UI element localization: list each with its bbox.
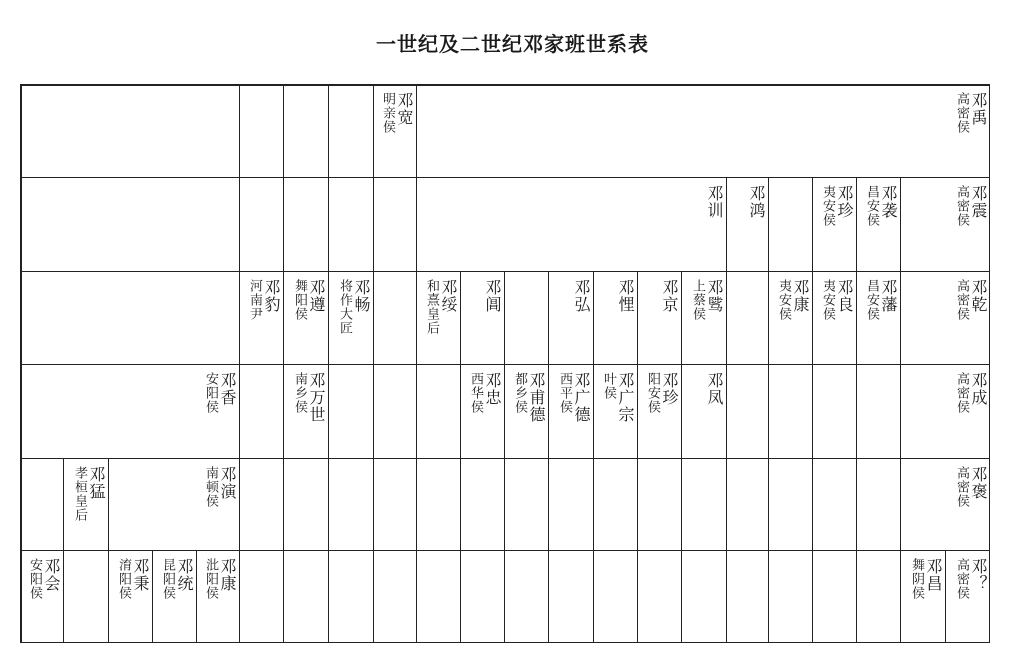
column-divider: [373, 177, 374, 271]
person-name: 邓良: [835, 279, 854, 313]
column-divider: [637, 271, 638, 364]
person-entry: [661, 279, 677, 313]
column-divider: [152, 550, 153, 643]
person-title: 叶侯: [601, 372, 616, 400]
person-title: 昌安侯: [864, 185, 879, 227]
person-entry: [748, 185, 764, 219]
person-name: 邓广宗: [616, 372, 635, 423]
column-divider: [856, 550, 857, 643]
column-divider: [283, 364, 284, 458]
person-name: 邓震: [969, 185, 988, 219]
person-title: 明亲侯: [380, 92, 395, 134]
person-entry: [248, 279, 279, 321]
person-title: 高密侯: [954, 558, 969, 600]
column-divider: [681, 550, 682, 643]
row-divider: [20, 364, 990, 365]
person-title: 西华侯: [468, 372, 483, 414]
column-divider: [768, 364, 769, 458]
column-divider: [373, 550, 374, 643]
person-title: 夷安侯: [820, 185, 835, 227]
column-divider: [681, 271, 682, 364]
person-name: 邓秉: [131, 558, 150, 592]
column-divider: [593, 364, 594, 458]
person-entry: [955, 279, 986, 321]
person-name: 邓褒: [969, 466, 988, 500]
column-divider: [726, 458, 727, 550]
column-divider: [504, 271, 505, 364]
person-title: 阳安侯: [645, 372, 660, 414]
person-title: 高密侯: [954, 185, 969, 227]
person-entry: [28, 558, 59, 600]
person-name: 邓昌: [924, 558, 943, 592]
person-name: 邓猛: [87, 466, 106, 500]
person-entry: [293, 279, 324, 321]
person-entry: [706, 372, 722, 406]
column-divider: [460, 271, 461, 364]
column-divider: [63, 458, 64, 550]
column-divider: [812, 458, 813, 550]
column-divider: [637, 364, 638, 458]
person-title: 高密侯: [954, 92, 969, 134]
person-title: 高密侯: [954, 279, 969, 321]
person-name: 邓？: [969, 558, 988, 592]
column-divider: [196, 550, 197, 643]
person-title: 上蔡侯: [690, 279, 705, 321]
column-divider: [504, 550, 505, 643]
column-divider: [593, 550, 594, 643]
person-title: 和熹皇后: [424, 279, 439, 335]
column-divider: [812, 271, 813, 364]
person-name: 邓禹: [969, 92, 988, 126]
person-title: 将作大匠: [337, 279, 352, 335]
row-divider: [20, 177, 990, 178]
person-name: 邓忠: [483, 372, 502, 406]
column-divider: [548, 271, 549, 364]
person-name: 邓珍: [660, 372, 679, 406]
person-entry: [955, 185, 986, 227]
person-entry: [73, 466, 104, 522]
person-name: 邓康: [218, 558, 237, 592]
person-entry: [955, 558, 986, 600]
person-name: 邓香: [218, 372, 237, 406]
column-divider: [637, 458, 638, 550]
person-name: 邓训: [705, 185, 724, 219]
column-divider: [416, 458, 417, 550]
column-divider: [726, 177, 727, 271]
column-divider: [768, 458, 769, 550]
row-divider: [20, 550, 990, 551]
person-name: 邓统: [175, 558, 194, 592]
column-divider: [373, 84, 374, 177]
column-divider: [856, 177, 857, 271]
column-divider: [328, 364, 329, 458]
person-title: 舞阴侯: [909, 558, 924, 600]
person-name: 邓康: [791, 279, 810, 313]
column-divider: [548, 364, 549, 458]
person-title: 河南尹: [247, 279, 262, 321]
column-divider: [328, 84, 329, 177]
column-divider: [328, 550, 329, 643]
column-divider: [239, 84, 240, 177]
person-name: 邓豹: [262, 279, 281, 313]
column-divider: [726, 364, 727, 458]
column-divider: [945, 550, 946, 643]
person-title: 孝桓皇后: [72, 466, 87, 522]
person-entry: [821, 279, 852, 321]
person-title: 南乡侯: [292, 372, 307, 414]
column-divider: [373, 271, 374, 364]
column-divider: [373, 364, 374, 458]
column-divider: [239, 271, 240, 364]
person-entry: [646, 372, 677, 414]
page-title: 一世纪及二世纪邓家班世系表: [376, 32, 649, 56]
column-divider: [373, 458, 374, 550]
row-divider: [20, 271, 990, 272]
table-border-bottom: [20, 642, 990, 644]
column-divider: [416, 550, 417, 643]
person-title: 昆阳侯: [160, 558, 175, 600]
person-entry: [691, 279, 722, 321]
person-entry: [558, 372, 589, 423]
person-entry: [469, 372, 500, 414]
person-name: 邓阊: [483, 279, 502, 313]
column-divider: [283, 458, 284, 550]
person-name: 邓畅: [352, 279, 371, 313]
person-entry: [204, 466, 235, 508]
column-divider: [900, 550, 901, 643]
person-name: 邓袭: [879, 185, 898, 219]
column-divider: [283, 550, 284, 643]
person-entry: [706, 185, 722, 219]
column-divider: [768, 550, 769, 643]
column-divider: [63, 550, 64, 643]
person-name: 邓骘: [705, 279, 724, 313]
column-divider: [239, 364, 240, 458]
person-name: 邓会: [42, 558, 61, 592]
person-entry: [338, 279, 369, 335]
person-name: 邓广德: [572, 372, 591, 423]
person-name: 邓凤: [705, 372, 724, 406]
person-title: 夷安侯: [776, 279, 791, 321]
column-divider: [681, 364, 682, 458]
person-entry: [865, 279, 896, 321]
column-divider: [328, 271, 329, 364]
person-title: 淯阳侯: [116, 558, 131, 600]
column-divider: [900, 458, 901, 550]
column-divider: [108, 550, 109, 643]
person-name: 邓绥: [439, 279, 458, 313]
column-divider: [856, 458, 857, 550]
person-name: 邓悝: [616, 279, 635, 313]
person-entry: [910, 558, 941, 600]
column-divider: [504, 458, 505, 550]
person-name: 邓成: [969, 372, 988, 406]
column-divider: [900, 177, 901, 271]
column-divider: [460, 458, 461, 550]
column-divider: [812, 177, 813, 271]
column-divider: [726, 271, 727, 364]
person-title: 夷安侯: [820, 279, 835, 321]
person-entry: [955, 466, 986, 508]
column-divider: [900, 271, 901, 364]
person-entry: [955, 372, 986, 414]
person-entry: [204, 558, 235, 600]
person-entry: [484, 279, 500, 313]
person-entry: [617, 279, 633, 313]
person-entry: [161, 558, 192, 600]
person-entry: [821, 185, 852, 227]
person-entry: [777, 279, 808, 321]
person-name: 邓鸿: [747, 185, 766, 219]
column-divider: [283, 271, 284, 364]
person-entry: [117, 558, 148, 600]
person-entry: [425, 279, 456, 335]
person-name: 邓京: [660, 279, 679, 313]
column-divider: [637, 550, 638, 643]
column-divider: [283, 177, 284, 271]
person-name: 邓演: [218, 466, 237, 500]
row-divider: [20, 458, 990, 459]
person-title: 南顿侯: [203, 466, 218, 508]
column-divider: [239, 458, 240, 550]
column-divider: [812, 550, 813, 643]
person-entry: [865, 185, 896, 227]
column-divider: [416, 177, 417, 271]
person-name: 邓珍: [835, 185, 854, 219]
person-entry: [293, 372, 324, 423]
column-divider: [548, 550, 549, 643]
column-divider: [812, 364, 813, 458]
column-divider: [416, 84, 417, 177]
person-title: 西平侯: [557, 372, 572, 414]
column-divider: [768, 177, 769, 271]
column-divider: [239, 550, 240, 643]
person-title: 安阳侯: [203, 372, 218, 414]
column-divider: [768, 271, 769, 364]
person-name: 邓万世: [307, 372, 326, 423]
column-divider: [593, 271, 594, 364]
person-entry: [204, 372, 235, 414]
column-divider: [108, 458, 109, 550]
column-divider: [856, 271, 857, 364]
person-title: 舞阳侯: [292, 279, 307, 321]
person-title: 高密侯: [954, 466, 969, 508]
person-title: 安阳侯: [27, 558, 42, 600]
column-divider: [856, 364, 857, 458]
person-entry: [955, 92, 986, 134]
person-name: 邓宽: [395, 92, 414, 126]
column-divider: [504, 364, 505, 458]
person-name: 邓藩: [879, 279, 898, 313]
person-name: 邓乾: [969, 279, 988, 313]
column-divider: [726, 550, 727, 643]
column-divider: [416, 271, 417, 364]
person-entry: [602, 372, 633, 423]
column-divider: [416, 364, 417, 458]
column-divider: [283, 84, 284, 177]
column-divider: [548, 458, 549, 550]
genealogy-table: [20, 84, 990, 643]
table-border-top: [20, 84, 990, 86]
person-title: 沘阳侯: [203, 558, 218, 600]
person-name: 邓甫德: [527, 372, 546, 423]
person-entry: [381, 92, 412, 134]
person-name: 邓遵: [307, 279, 326, 313]
person-title: 昌安侯: [864, 279, 879, 321]
person-entry: [513, 372, 544, 423]
person-title: 高密侯: [954, 372, 969, 414]
person-name: 邓弘: [572, 279, 591, 313]
column-divider: [328, 177, 329, 271]
column-divider: [328, 458, 329, 550]
column-divider: [460, 364, 461, 458]
person-entry: [573, 279, 589, 313]
column-divider: [900, 364, 901, 458]
column-divider: [593, 458, 594, 550]
column-divider: [239, 177, 240, 271]
column-divider: [460, 550, 461, 643]
person-title: 都乡侯: [512, 372, 527, 414]
column-divider: [681, 458, 682, 550]
